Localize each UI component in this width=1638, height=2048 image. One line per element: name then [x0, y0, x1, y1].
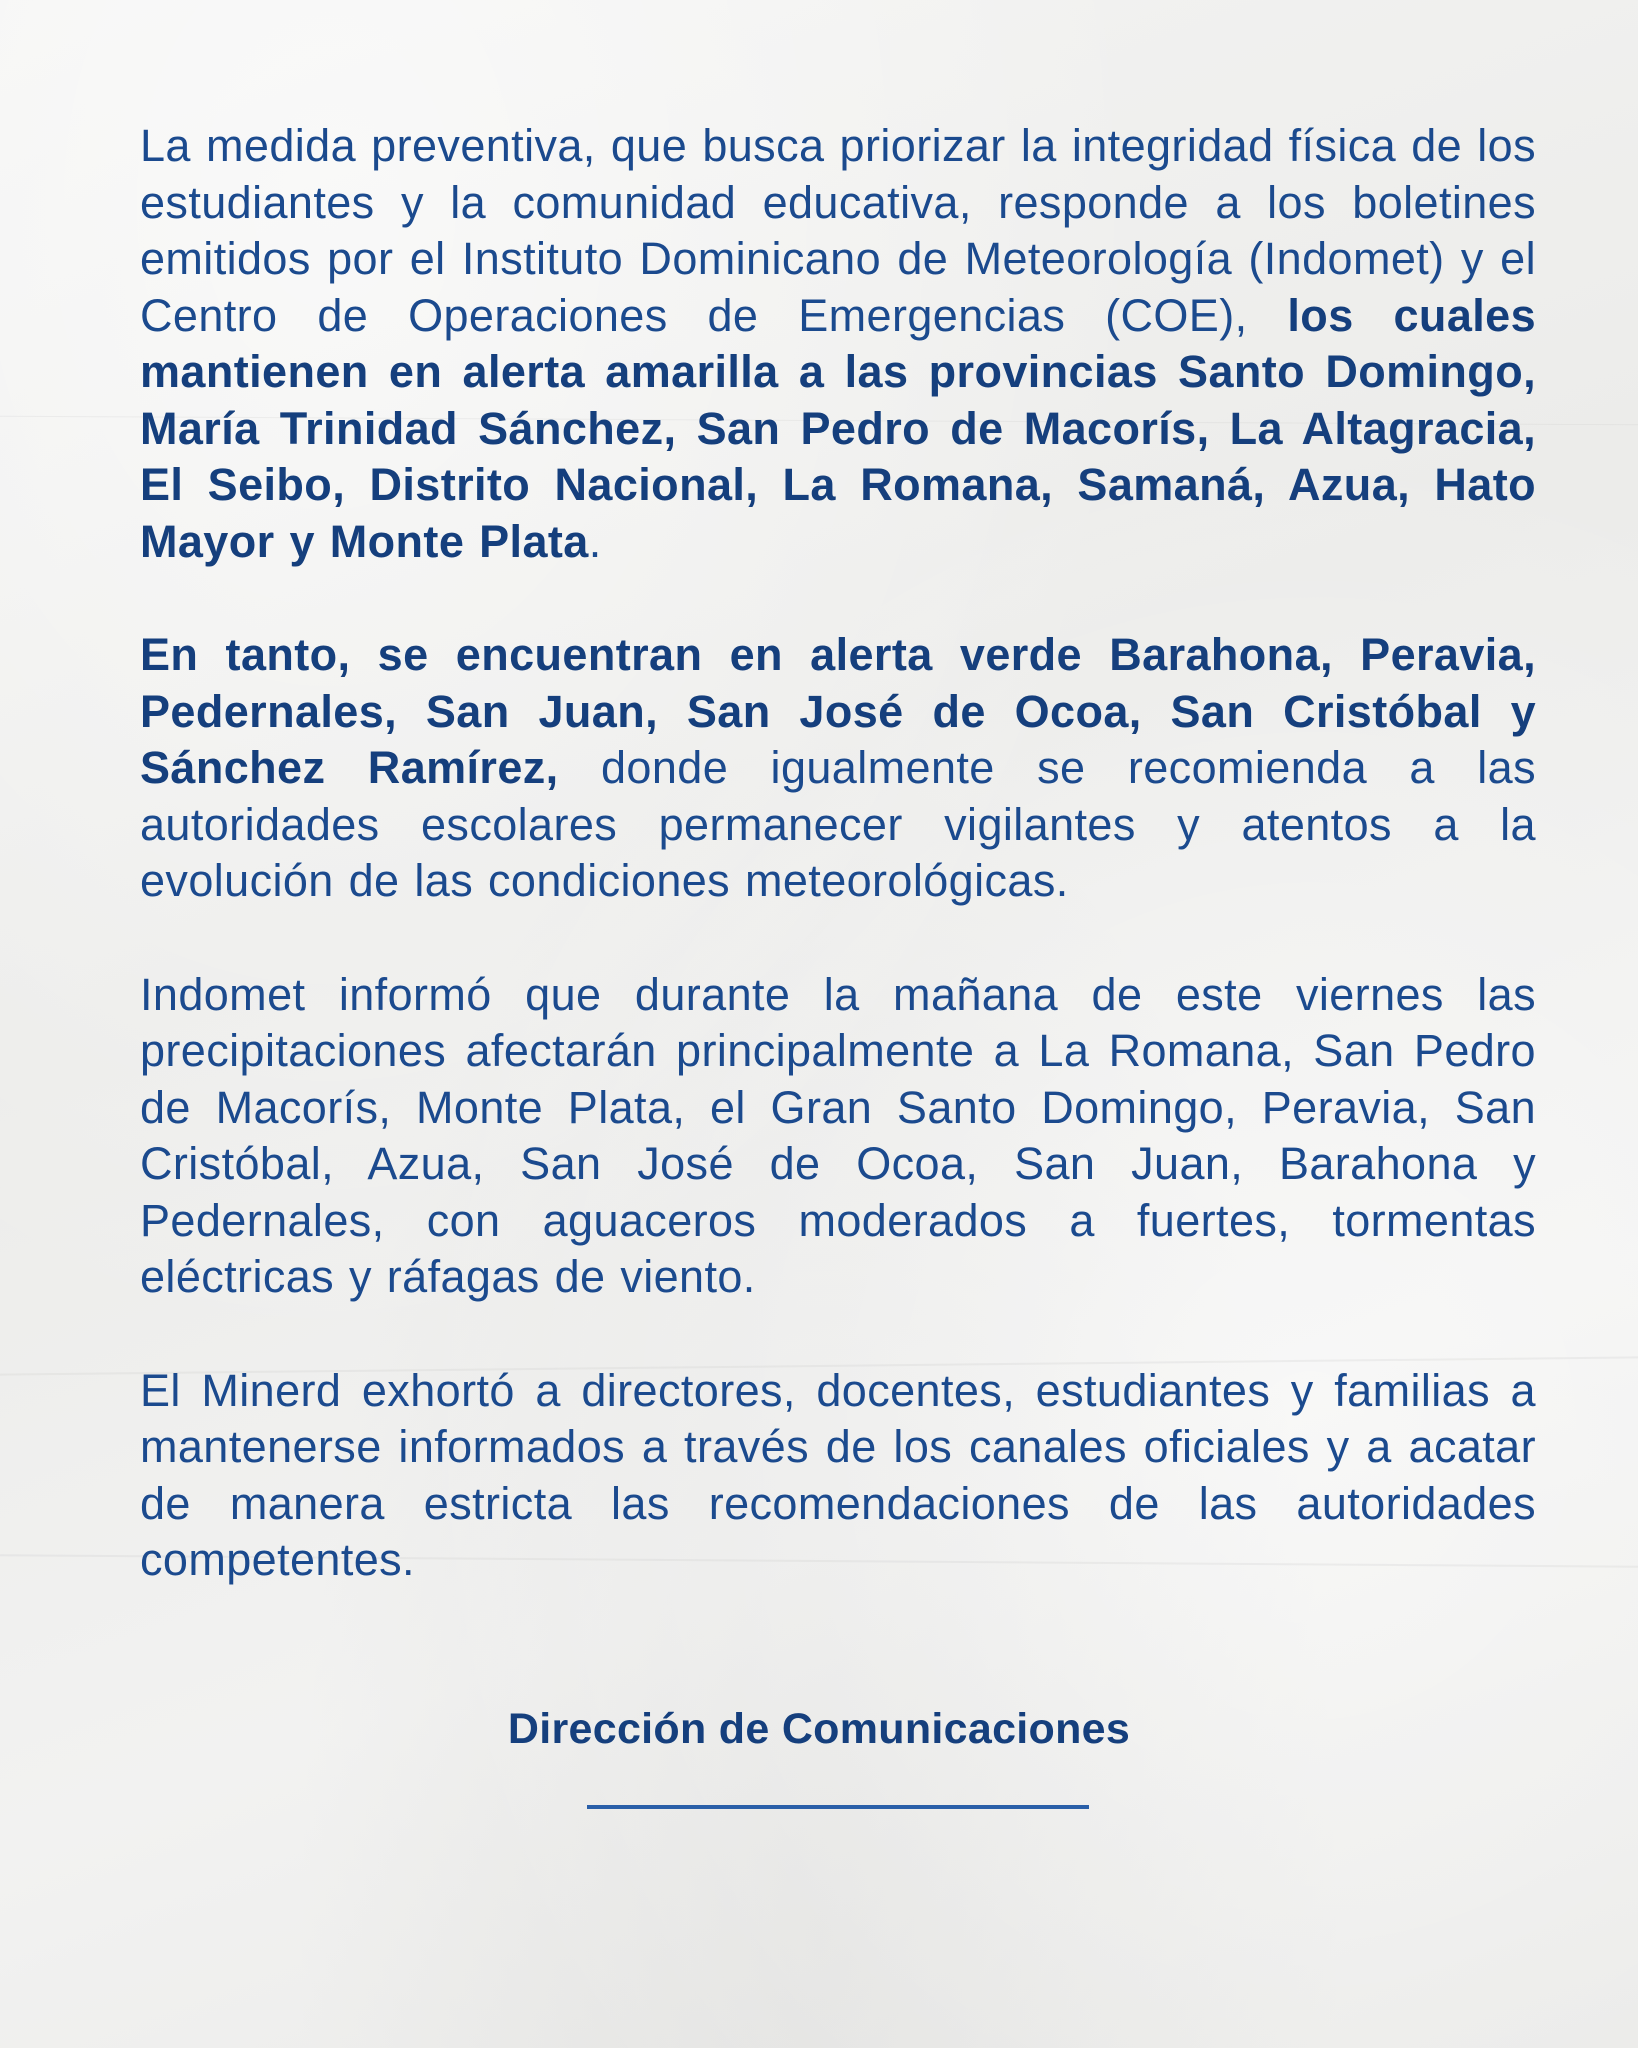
paragraph-indomet [140, 967, 1536, 1306]
paragraph-minerd [140, 1363, 1536, 1589]
signature-divider [587, 1805, 1089, 1809]
paragraph-1-text: La medida preventiva, que busca priorizar la integridad física de los estudiantes y la comunidad educativa, responde a los boletines emitidos por el Instituto Dominicano de Meteorología (Indomet) y el Centro de Operaciones de Emergencias (COE), [140, 120, 1536, 341]
paragraph-2-text: donde igualmente se recomienda a las autoridades escolares permanecer vigilantes y atentos a la evolución de las condiciones meteorológicas. [140, 742, 1536, 906]
document-body [140, 118, 1536, 1589]
signature: Dirección de Comunicaciones [507, 1705, 1131, 1753]
paragraph-alerta-amarilla [140, 118, 1536, 570]
paragraph-alerta-verde [140, 627, 1536, 910]
paragraph-1-bold: los cuales mantienen en alerta amarilla a las provincias Santo Domingo, María Trinidad Sánchez, San Pedro de Macorís, La Altagracia, El Seibo, Distrito Nacional, La Romana, Samaná, Azua, Hato Mayor y Monte Plata [140, 289, 1536, 567]
paragraph-2-bold: En tanto, se encuentran en alerta verde Barahona, Peravia, Pedernales, San Juan, San José de Ocoa, San Cristóbal y Sánchez Ramírez, [140, 629, 1536, 793]
paragraph-1-end: . [588, 515, 602, 567]
paragraph-4-text: El Minerd exhortó a directores, docentes, estudiantes y familias a mantenerse informados a través de los canales oficiales y a acatar de manera estricta las recomendaciones de las autoridades competentes. [140, 1364, 1536, 1585]
paragraph-3-text: Indomet informó que durante la mañana de este viernes las precipitaciones afectarán principalmente a La Romana, San Pedro de Macorís, Monte Plata, el Gran Santo Domingo, Peravia, San Cristóbal, Azua, San José de Ocoa, San Juan, Barahona y Pedernales, con aguaceros moderados a fuertes, tormentas eléctricas y ráfagas de viento. [140, 968, 1536, 1302]
